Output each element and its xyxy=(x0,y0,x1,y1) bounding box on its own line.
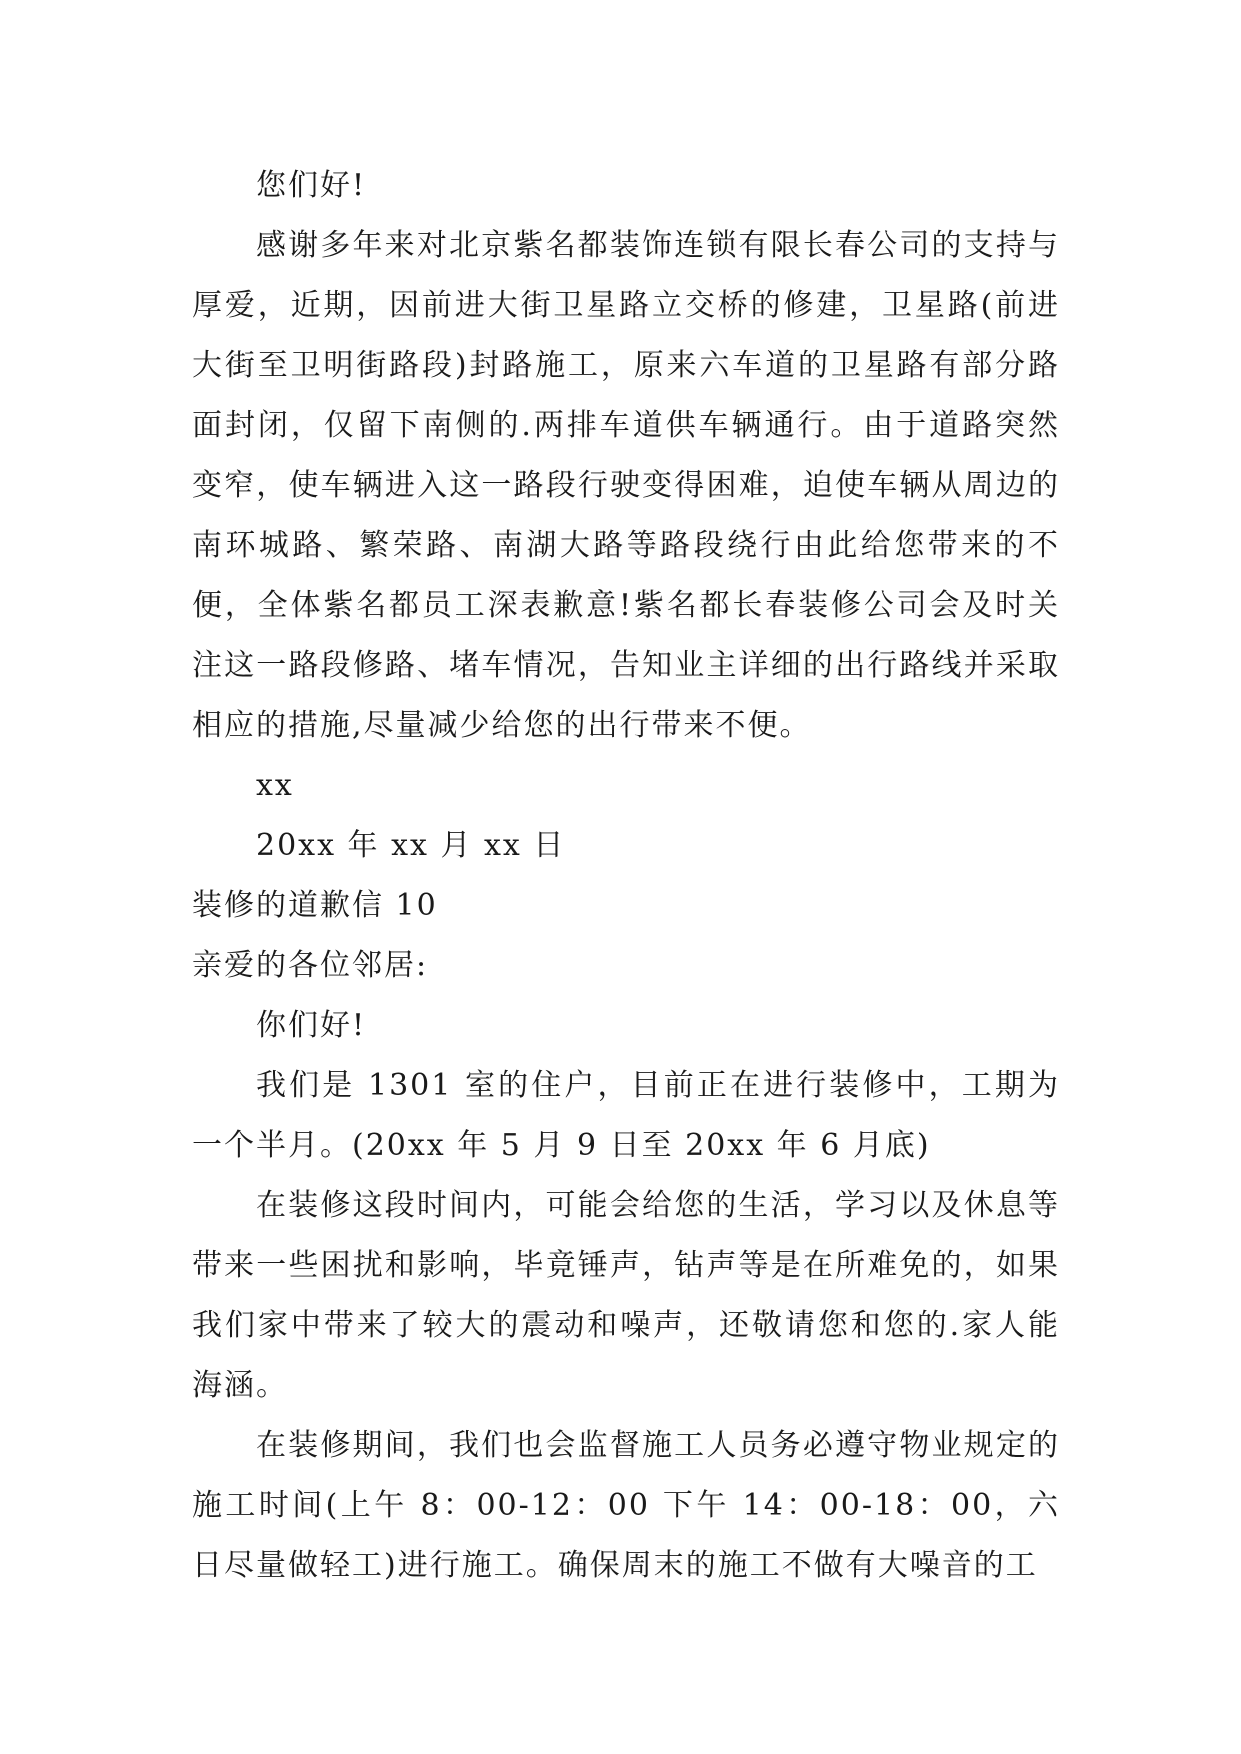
paragraph-intro: 我们是 1301 室的住户，目前正在进行装修中，工期为一个半月。(20xx 年 5 月 9 日至 20xx 年 6 月底) xyxy=(192,1068,1060,1163)
signature: xx xyxy=(256,768,294,803)
greeting-1: 您们好! xyxy=(256,168,367,203)
paragraph-apology-road: 感谢多年来对北京紫名都装饰连锁有限长春公司的支持与厚爱，近期，因前进大街卫星路立交桥的修建，卫星路(前进大街至卫明街路段)封路施工，原来六车道的卫星路有部分路面封闭，仅留下南侧的.两排车道供车辆通行。由于道路突然变窄，使车辆进入这一路段行驶变得困难，迫使车辆从周边的南环城路、繁荣路、南湖大路等路段绕行由此给您带来的不便，全体紫名都员工深表歉意!紫名都长春装修公司会及时关注这一路段修路、堵车情况，告知业主详细的出行路线并采取相应的措施,尽量减少给您的出行带来不便。 xyxy=(192,228,1060,743)
paragraph-disturbance: 在装修这段时间内，可能会给您的生活，学习以及休息等带来一些困扰和影响，毕竟锤声，钻声等是在所难免的，如果我们家中带来了较大的震动和噪声，还敬请您和您的.家人能海涵。 xyxy=(192,1188,1060,1403)
paragraph-schedule: 在装修期间，我们也会监督施工人员务必遵守物业规定的施工时间(上午 8：00-12：00 下午 14：00-18：00，六日尽量做轻工)进行施工。确保周末的施工不做有大噪音的工 xyxy=(192,1428,1060,1583)
salutation: 亲爱的各位邻居: xyxy=(192,948,429,983)
section-heading: 装修的道歉信 10 xyxy=(192,888,438,923)
document-body xyxy=(192,156,1060,1596)
greeting-2: 你们好! xyxy=(256,1008,367,1043)
date-line: 20xx 年 xx 月 xx 日 xyxy=(256,828,566,863)
